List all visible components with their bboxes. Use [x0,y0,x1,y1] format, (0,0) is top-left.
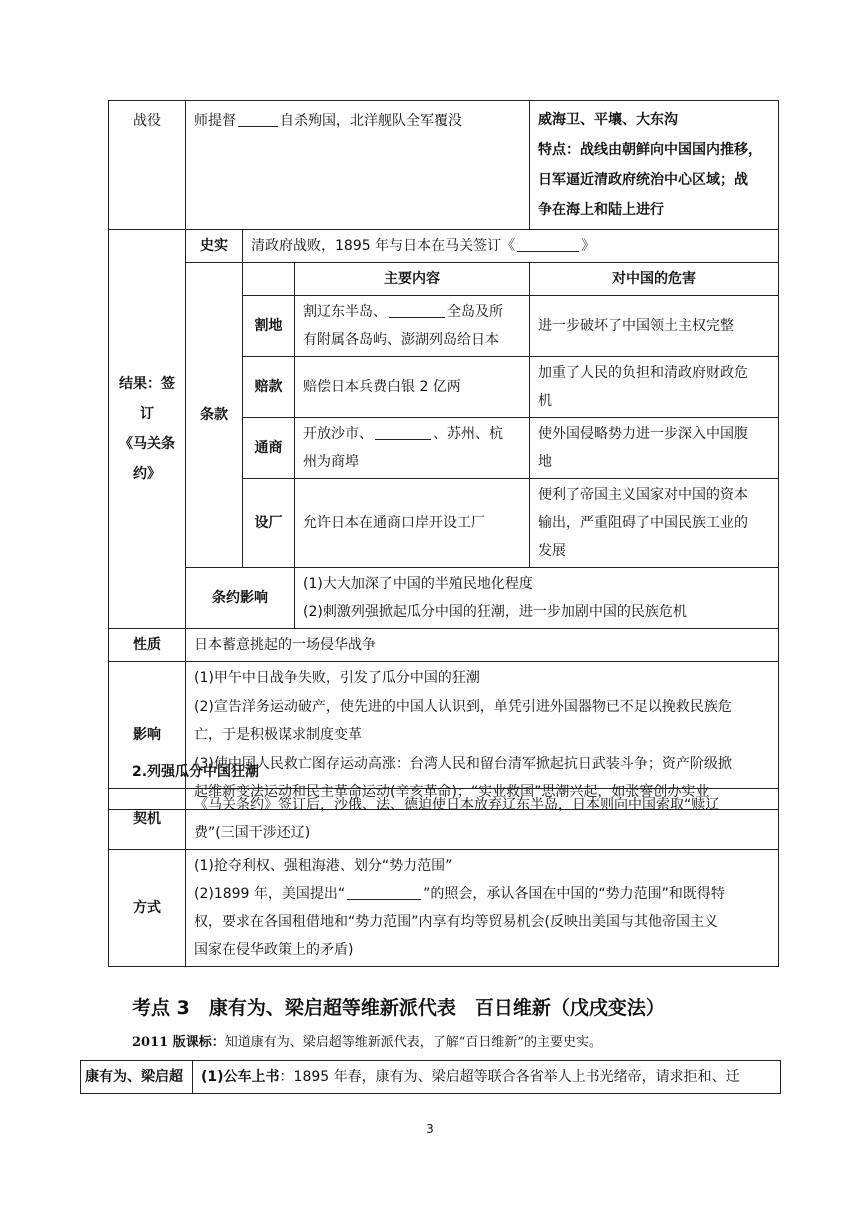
reformers-text [193,1061,781,1094]
influence-line: 起维新变法运动和民主革命运动(辛亥革命)；“实业救国”思潮兴起，如张謇创办实业 [194,784,710,800]
nature-text: 日本蓄意挑起的一场侵华战争 [186,629,779,662]
method-text [186,850,779,967]
battle-locations: 威海卫、平壤、大东沟 [538,112,678,128]
battle-text-b: 自杀殉国，北洋舰队全军覆没 [280,113,462,129]
fill-blank [238,110,278,127]
clause-harm-line: 使外国侵略势力进一步深入中国腹 [538,426,748,442]
influence-text [186,662,779,810]
col-harm-header: 对中国的危害 [530,263,779,296]
opportunity-label: 契机 [109,789,186,850]
influence-line: 亡，于是积极谋求制度变革 [194,727,362,743]
clause-harm-line: 便利了帝国主义国家对中国的资本 [538,487,748,503]
method-text-a: (2)1899 年，美国提出“ [194,886,346,902]
opportunity-text [186,789,779,850]
clause-harm [530,418,779,479]
battle-feature-line: 日军逼近清政府统治中心区域；战 [538,172,748,188]
clauses-header-row [109,263,779,296]
clause-harm [530,479,779,568]
reformers-row [81,1061,781,1094]
clause-text: 割辽东半岛、 [303,304,387,320]
influence-row [109,662,779,810]
clause-harm-line: 发展 [538,543,566,559]
method-row [109,850,779,967]
fill-blank [347,883,421,900]
curriculum-standard-label: 2011 版课标： [132,1035,225,1050]
reformers-label: 康有为、梁启超 [81,1061,193,1094]
battle-description [186,101,530,230]
clause-harm-line: 机 [538,393,552,409]
clause-name: 通商 [243,418,295,479]
clause-name: 割地 [243,296,295,357]
treaty-impact-label: 条约影响 [186,568,295,629]
influence-line: (3)使中国人民救亡图存运动高涨：台湾人民和留台清军掀起抗日武装斗争；资产阶级掀 [194,755,732,772]
partition-table [108,788,779,967]
fill-blank [389,301,445,318]
treaty-impact-row [109,568,779,629]
method-label: 方式 [109,850,186,967]
clause-name: 赔款 [243,357,295,418]
curriculum-standard-text: 知道康有为、梁启超等维新派代表，了解“百日维新”的主要史实。 [224,1035,603,1050]
facts-text [243,230,779,263]
subheading: 2.列强瓜分中国狂潮 [132,764,260,780]
gongche-shangshu-label: (1)公车上书 [201,1069,280,1085]
fill-blank [517,235,579,252]
clause-harm-line: 地 [538,454,552,470]
influence-line: (2)宣告洋务运动破产，使先进的中国人认识到，单凭引进外国器物已不足以挽救民族危 [194,698,732,715]
battle-text-a: 师提督 [194,113,236,129]
clause-content: 赔偿日本兵费白银 2 亿两 [295,357,530,418]
reformers-table [80,1060,781,1094]
col-content-header: 主要内容 [295,263,530,296]
facts-text-a: 清政府战败，1895 年与日本在马关签订《 [251,238,516,254]
method-text-b: ”的照会，承认各国在中国的“势力范围”和既得特 [423,886,725,902]
facts-label: 史实 [186,230,243,263]
clause-text: 有附属各岛屿、澎湖列岛给日本 [303,332,499,348]
gongche-shangshu-text: ：1895 年春，康有为、梁启超等联合各省举人上书光绪帝，请求拒和、迁 [279,1069,740,1085]
page-number: 3 [426,1122,434,1136]
section-title: 考点 3 康有为、梁启超等维新派代表 百日维新（戊戌变法） [132,997,665,1019]
nature-label: 性质 [109,629,186,662]
clause-text: 州为商埠 [303,454,359,470]
result-facts-row [109,230,779,263]
method-line: 权，要求在各国租借地和“势力范围”内享有均等贸易机会(反映出美国与其他帝国主义 [194,914,718,930]
battle-locations-features [530,101,779,230]
clause-harm [530,357,779,418]
method-line: (1)抢夺利权、强租海港、划分“势力范围” [194,858,453,874]
clause-text: 、苏州、杭 [433,426,503,442]
battle-feature-line: 特点：战线由朝鲜向中国国内推移， [538,142,762,158]
clause-harm: 进一步破坏了中国领土主权完整 [530,296,779,357]
clause-text: 开放沙市、 [303,426,373,442]
nature-row [109,629,779,662]
opportunity-row [109,789,779,850]
clause-content [295,418,530,479]
result-label-line: 结果：签订 [119,376,175,422]
clauses-label: 条款 [186,263,243,568]
treaty-impact-text [295,568,779,629]
result-label [109,230,186,629]
opportunity-line: 费”(三国干涉还辽) [194,825,311,841]
battle-label: 战役 [109,101,186,230]
empty-cell [243,263,295,296]
clause-content: 允许日本在通商口岸开设工厂 [295,479,530,568]
facts-text-b: 》 [581,238,596,254]
clause-harm-line: 输出，严重阻碍了中国民族工业的 [538,515,748,531]
sino-japanese-war-table [108,100,779,810]
clause-content [295,296,530,357]
clause-text: 全岛及所 [447,304,503,320]
treaty-impact-line: (2)刺激列强掀起瓜分中国的狂潮，进一步加剧中国的民族危机 [303,604,687,620]
influence-label: 影响 [109,662,186,810]
result-label-line: 《马关条约》 [119,436,175,482]
method-line [194,880,770,908]
clause-harm-line: 加重了人民的负担和清政府财政危 [538,365,748,381]
battle-row [109,101,779,230]
method-line: 国家在侵华政策上的矛盾) [194,942,354,958]
clause-name: 设厂 [243,479,295,568]
fill-blank [375,423,431,440]
influence-line: (1)甲午中日战争失败，引发了瓜分中国的狂潮 [194,670,480,686]
treaty-impact-line: (1)大大加深了中国的半殖民地化程度 [303,576,533,592]
curriculum-standard [132,1033,602,1053]
battle-feature-line: 争在海上和陆上进行 [538,202,664,218]
opportunity-line: 《马关条约》签订后，沙俄、法、德迫使日本放弃辽东半岛，日本则向中国索取“赎辽 [194,797,720,813]
